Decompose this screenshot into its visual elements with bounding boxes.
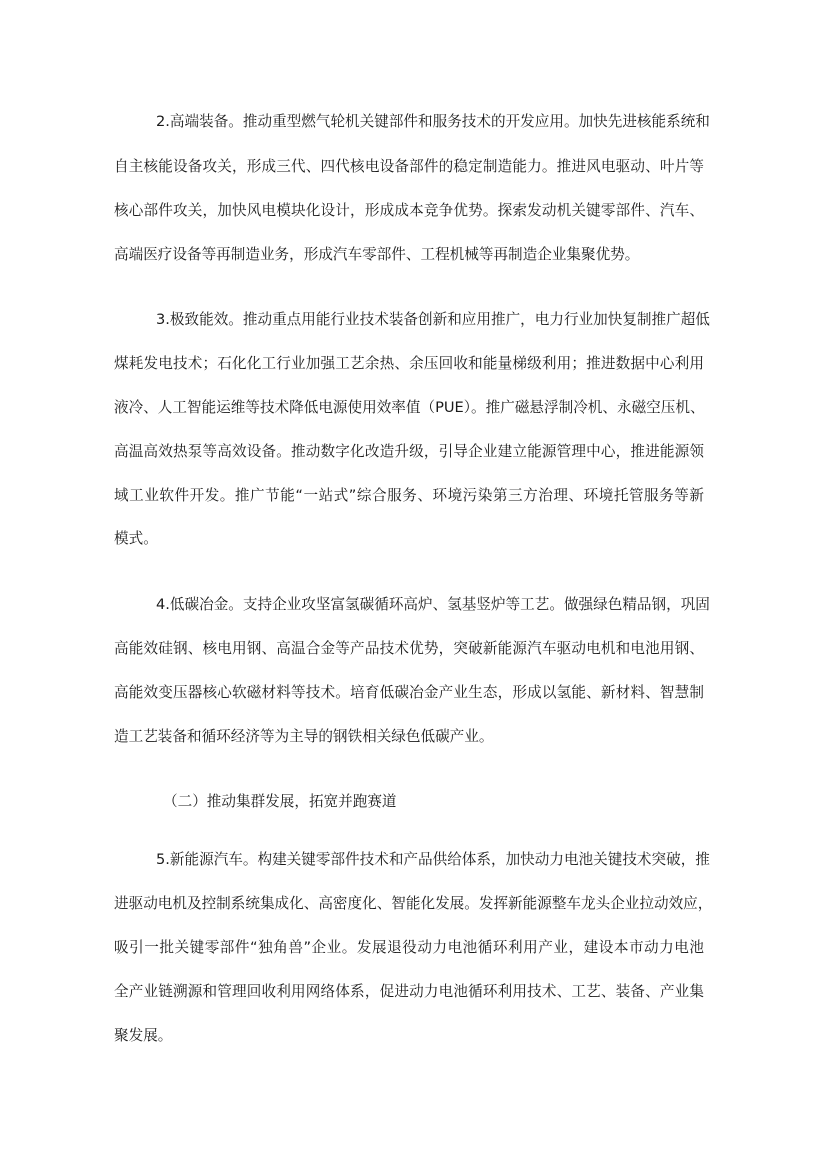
paragraph-line: 全产业链溯源和管理回收利用网络体系，促进动力电池循环利用技术、工艺、装备、产业集: [114, 983, 704, 1000]
paragraph-line: 液冷、人工智能运维等技术降低电源使用效率值（PUE）。推广磁悬浮制冷机、永磁空压机、: [114, 399, 705, 416]
paragraph-line: 核心部件攻关，加快风电模块化设计，形成成本竞争优势。探索发动机关键零部件、汽车、: [114, 202, 704, 219]
paragraph-line: 吸引一批关键零部件“独角兽”企业。发展退役动力电池循环利用产业，建设本市动力电池: [114, 939, 704, 956]
paragraph-line: 5.新能源汽车。构建关键零部件技术和产品供给体系，加快动力电池关键技术突破，推: [156, 851, 710, 868]
section-heading: （二）推动集群发展，拓宽并跑赛道: [163, 793, 397, 810]
paragraph-line: 煤耗发电技术；石化化工行业加强工艺余热、余压回收和能量梯级利用；推进数据中心利用: [114, 355, 704, 372]
paragraph-line: 2.高端装备。推动重型燃气轮机关键部件和服务技术的开发应用。加快先进核能系统和: [156, 113, 710, 130]
paragraph-line: 进驱动电机及控制系统集成化、高密度化、智能化发展。发挥新能源整车龙头企业拉动效应，: [114, 895, 713, 912]
paragraph-line: 模式。: [114, 530, 158, 547]
paragraph-line: 高温高效热泵等高效设备。推动数字化改造升级，引导企业建立能源管理中心，推进能源领: [114, 443, 704, 460]
paragraph-line: 高能效变压器核心软磁材料等技术。培育低碳冶金产业生态，形成以氢能、新材料、智慧制: [114, 684, 704, 701]
paragraph-line: 自主核能设备攻关，形成三代、四代核电设备部件的稳定制造能力。推进风电驱动、叶片等: [114, 158, 704, 175]
paragraph-line: 造工艺装备和循环经济等为主导的钢铁相关绿色低碳产业。: [114, 728, 494, 745]
paragraph-line: 3.极致能效。推动重点用能行业技术装备创新和应用推广，电力行业加快复制推广超低: [156, 311, 710, 328]
paragraph-line: 聚发展。: [114, 1027, 173, 1044]
paragraph-line: 4.低碳冶金。支持企业攻坚富氢碳循环高炉、氢基竖炉等工艺。做强绿色精品钢，巩固: [156, 596, 710, 613]
paragraph-line: 高能效硅钢、核电用钢、高温合金等产品技术优势，突破新能源汽车驱动电机和电池用钢、: [114, 640, 704, 657]
paragraph-line: 高端医疗设备等再制造业务，形成汽车零部件、工程机械等再制造企业集聚优势。: [114, 246, 640, 263]
paragraph-line: 域工业软件开发。推广节能“一站式”综合服务、环境污染第三方治理、环境托管服务等新: [114, 487, 704, 504]
